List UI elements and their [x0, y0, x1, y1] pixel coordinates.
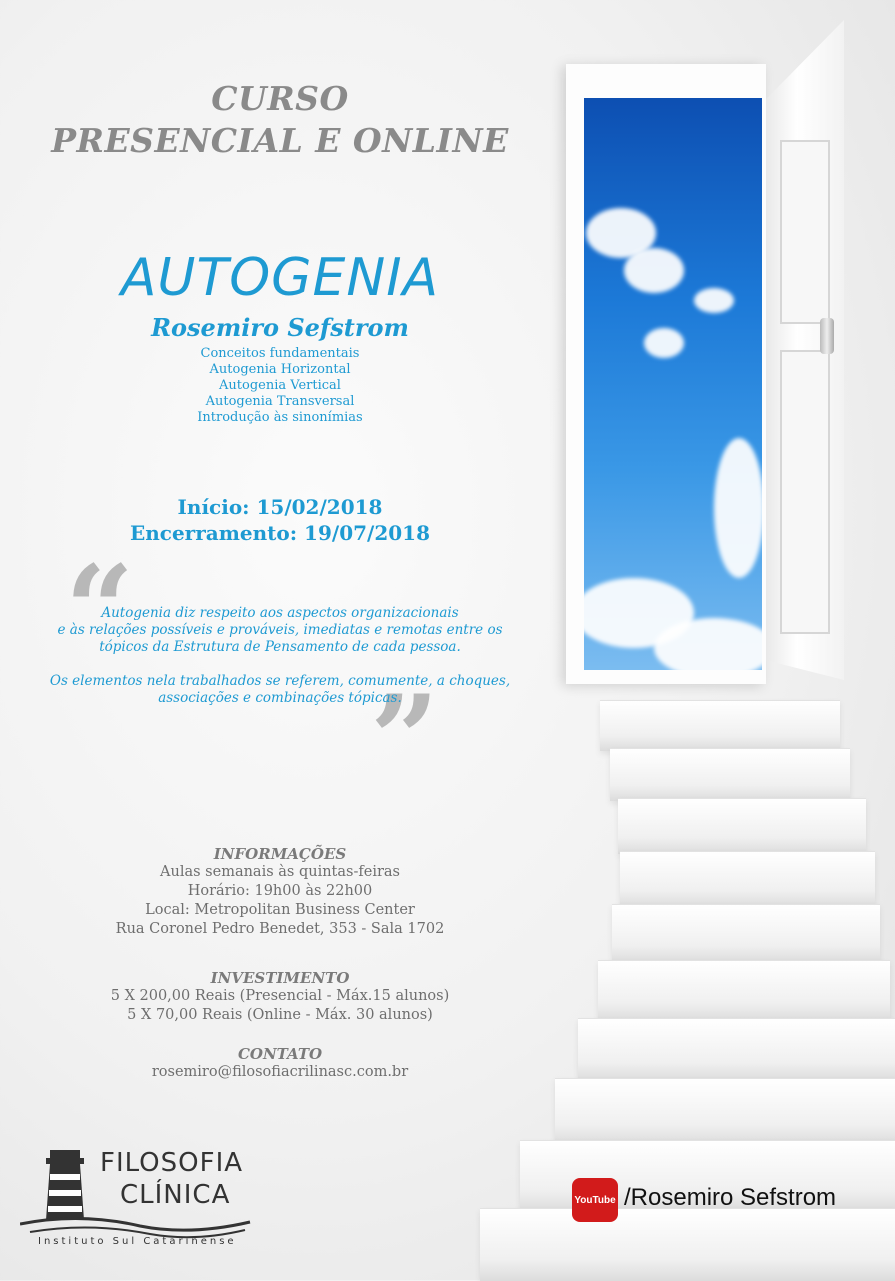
info-heading: INFORMAÇÕES	[213, 845, 347, 863]
quote-line: Os elementos nela trabalhados se referem, comumente, a choques,	[49, 673, 511, 689]
logo-text-line1: FILOSOFIA	[100, 1148, 244, 1178]
author-name: Rosemiro Sefstrom	[151, 313, 409, 342]
open-quote-icon: “	[65, 539, 135, 680]
topic-item: Autogenia Transversal	[205, 394, 355, 409]
quote-line: Autogenia diz respeito aos aspectos organizacionais	[101, 605, 459, 621]
logo-text-line2: CLÍNICA	[120, 1180, 231, 1210]
door-handle	[820, 318, 834, 354]
topics-list	[0, 346, 560, 426]
sky-image	[584, 98, 762, 670]
logo-subtitle: Instituto Sul Catarinense	[38, 1236, 237, 1247]
end-date: Encerramento: 19/07/2018	[129, 521, 430, 545]
quote-line: associações e combinações tópicas.	[158, 690, 402, 706]
investment-line: 5 X 200,00 Reais (Presencial - Máx.15 alunos)	[110, 988, 450, 1004]
topic-item: Introdução às sinonímias	[197, 410, 363, 425]
youtube-handle[interactable]: /Rosemiro Sefstrom	[624, 1184, 837, 1211]
course-mode: PRESENCIAL E ONLINE	[51, 121, 509, 160]
contact-email[interactable]: rosemiro@filosofiacrilinasc.com.br	[151, 1064, 409, 1080]
youtube-icon[interactable]: YouTube	[572, 1178, 618, 1222]
topic-item: Conceitos fundamentais	[200, 346, 360, 361]
info-line: Horário: 19h00 às 22h00	[187, 883, 373, 899]
start-date: Início: 15/02/2018	[177, 495, 383, 519]
info-line: Local: Metropolitan Business Center	[145, 902, 415, 918]
quote-line: tópicos da Estrutura de Pensamento de cada pessoa.	[99, 639, 461, 655]
quote-text	[0, 605, 560, 707]
investment-line: 5 X 70,00 Reais (Online - Máx. 30 alunos)	[127, 1007, 433, 1023]
info-line: Rua Coronel Pedro Benedet, 353 - Sala 1702	[115, 921, 445, 937]
course-label: CURSO	[211, 79, 349, 118]
info-section	[0, 845, 560, 1082]
page-title: AUTOGENIA	[120, 248, 440, 308]
topic-item: Autogenia Vertical	[219, 378, 341, 393]
topic-item: Autogenia Horizontal	[209, 362, 351, 377]
course-type-heading	[0, 78, 560, 162]
info-line: Aulas semanais às quintas-feiras	[160, 864, 400, 880]
contact-heading: CONTATO	[237, 1045, 323, 1063]
close-quote-icon: ”	[370, 669, 440, 810]
investment-heading: INVESTIMENTO	[210, 969, 350, 987]
quote-line: e às relações possíveis e prováveis, imediatas e remotas entre os	[57, 622, 503, 638]
